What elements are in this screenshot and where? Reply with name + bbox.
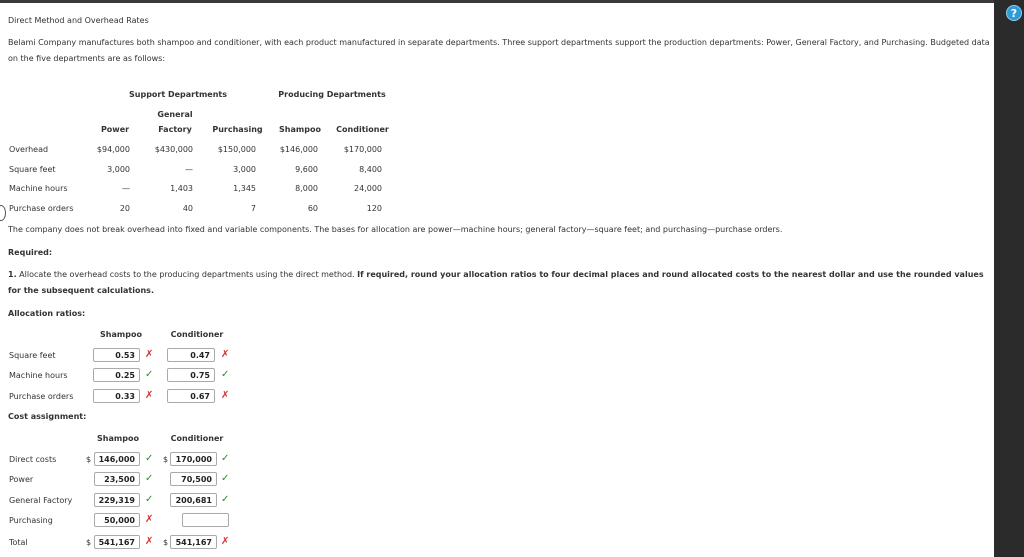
mh-conditioner: 24,000 bbox=[354, 184, 382, 193]
sqft-power: 3,000 bbox=[107, 165, 130, 174]
cost-direct-conditioner-input[interactable]: 170,000 bbox=[170, 452, 217, 466]
overhead-purchasing: $150,000 bbox=[217, 145, 256, 154]
allocation-ratios-heading: Allocation ratios: bbox=[8, 309, 86, 318]
right-toolbar bbox=[994, 0, 1024, 557]
ratio-row-label-purchase-orders: Purchase orders bbox=[9, 392, 74, 401]
checkmark-icon: ✓ bbox=[221, 369, 230, 380]
page-title: Direct Method and Overhead Rates bbox=[8, 16, 149, 25]
col-header-power: Power bbox=[100, 125, 130, 134]
cost-purchasing-shampoo-input[interactable]: 50,000 bbox=[94, 513, 140, 527]
cost-gf-conditioner-input[interactable]: 200,681 bbox=[170, 493, 217, 507]
ratios-col-shampoo: Shampoo bbox=[100, 330, 142, 339]
ratio-row-label-machine-hours: Machine hours bbox=[9, 371, 68, 380]
dollar-sign: $ bbox=[163, 455, 169, 464]
col-header-conditioner: Conditioner bbox=[336, 125, 389, 134]
cost-row-label-general-factory: General Factory bbox=[9, 496, 73, 505]
sqft-conditioner: 8,400 bbox=[359, 165, 382, 174]
x-mark-icon: ✗ bbox=[221, 536, 230, 547]
ratio-mh-shampoo-input[interactable]: 0.25 bbox=[93, 368, 140, 382]
costs-col-shampoo: Shampoo bbox=[97, 434, 139, 443]
cost-assignment-heading: Cost assignment: bbox=[8, 412, 87, 421]
overhead-power: $94,000 bbox=[96, 145, 130, 154]
col-header-shampoo: Shampoo bbox=[279, 125, 321, 134]
po-conditioner: 120 bbox=[366, 204, 382, 213]
general-header-top: General bbox=[157, 110, 193, 119]
cost-purchasing-conditioner-input[interactable] bbox=[182, 513, 229, 527]
po-factory: 40 bbox=[182, 204, 193, 213]
x-mark-icon: ✗ bbox=[145, 390, 154, 401]
dollar-sign: $ bbox=[86, 455, 92, 464]
row-label-machine-hours: Machine hours bbox=[9, 184, 68, 193]
x-mark-icon: ✗ bbox=[145, 349, 154, 360]
support-departments-header: Support Departments bbox=[129, 90, 227, 99]
ratio-row-label-square-feet: Square feet bbox=[9, 351, 56, 360]
costs-col-conditioner: Conditioner bbox=[170, 434, 224, 443]
cost-total-conditioner-input[interactable]: 541,167 bbox=[170, 535, 217, 549]
dollar-sign: $ bbox=[163, 538, 169, 547]
question-number: 1. bbox=[8, 270, 17, 279]
x-mark-icon: ✗ bbox=[145, 514, 154, 525]
dollar-sign: $ bbox=[86, 538, 92, 547]
question-mark-icon[interactable]: ? bbox=[1006, 5, 1022, 21]
po-shampoo: 60 bbox=[307, 204, 318, 213]
cost-total-shampoo-input[interactable]: 541,167 bbox=[94, 535, 140, 549]
col-header-factory: Factory bbox=[158, 125, 192, 134]
row-label-purchase-orders: Purchase orders bbox=[9, 204, 74, 213]
allocation-bases-note: The company does not break overhead into fixed and variable components. The bases for allocation are power—machine hours; general factory—square feet; and purchasing—purchase orders. bbox=[8, 225, 783, 234]
checkmark-icon: ✓ bbox=[221, 453, 230, 464]
question-text bbox=[8, 267, 990, 299]
question-instruction: Allocate the overhead costs to the producing departments using the direct method. bbox=[19, 270, 355, 279]
sqft-factory: — bbox=[185, 165, 193, 174]
scroll-edge-marker bbox=[0, 205, 6, 221]
po-power: 20 bbox=[119, 204, 130, 213]
ratio-sqft-shampoo-input[interactable]: 0.53 bbox=[93, 348, 140, 362]
checkmark-icon: ✓ bbox=[145, 473, 154, 484]
cost-gf-shampoo-input[interactable]: 229,319 bbox=[94, 493, 140, 507]
overhead-conditioner: $170,000 bbox=[343, 145, 382, 154]
cost-row-label-power: Power bbox=[9, 475, 34, 484]
x-mark-icon: ✗ bbox=[145, 536, 154, 547]
checkmark-icon: ✓ bbox=[145, 453, 154, 464]
checkmark-icon: ✓ bbox=[221, 494, 230, 505]
cost-row-label-total: Total bbox=[9, 538, 28, 547]
checkmark-icon: ✓ bbox=[145, 494, 154, 505]
ratio-sqft-conditioner-input[interactable]: 0.47 bbox=[167, 348, 215, 362]
ratio-po-conditioner-input[interactable]: 0.67 bbox=[167, 389, 215, 403]
ratio-mh-conditioner-input[interactable]: 0.75 bbox=[167, 368, 215, 382]
checkmark-icon: ✓ bbox=[221, 473, 230, 484]
ratio-po-shampoo-input[interactable]: 0.33 bbox=[93, 389, 140, 403]
x-mark-icon: ✗ bbox=[221, 349, 230, 360]
row-label-overhead: Overhead bbox=[9, 145, 49, 154]
po-purchasing: 7 bbox=[250, 204, 256, 213]
intro-text: Belami Company manufactures both shampoo and conditioner, with each product manufactured in separate departments. Three support departments support the production departments: Power, General Factory, and Purchasing. Budgeted data on the five departments are as follows: bbox=[8, 38, 990, 63]
cost-power-shampoo-input[interactable]: 23,500 bbox=[94, 472, 140, 486]
cost-direct-shampoo-input[interactable]: 146,000 bbox=[94, 452, 140, 466]
checkmark-icon: ✓ bbox=[145, 369, 154, 380]
cost-row-label-purchasing: Purchasing bbox=[9, 516, 53, 525]
sqft-shampoo: 9,600 bbox=[295, 165, 318, 174]
cost-row-label-direct-costs: Direct costs bbox=[9, 455, 57, 464]
mh-shampoo: 8,000 bbox=[295, 184, 318, 193]
row-label-square-feet: Square feet bbox=[9, 165, 56, 174]
col-header-purchasing: Purchasing bbox=[212, 125, 263, 134]
producing-departments-header: Producing Departments bbox=[278, 90, 386, 99]
overhead-shampoo: $146,000 bbox=[279, 145, 318, 154]
cost-power-conditioner-input[interactable]: 70,500 bbox=[170, 472, 217, 486]
question-rounding-note: If required, round your allocation ratios to four decimal places and round allocated costs to the nearest dollar and use the rounded values for the subsequent calculations. bbox=[8, 270, 984, 295]
overhead-factory: $430,000 bbox=[154, 145, 193, 154]
mh-purchasing: 1,345 bbox=[233, 184, 256, 193]
sqft-purchasing: 3,000 bbox=[233, 165, 256, 174]
ratios-col-conditioner: Conditioner bbox=[170, 330, 224, 339]
mh-power: — bbox=[122, 184, 130, 193]
mh-factory: 1,403 bbox=[170, 184, 193, 193]
required-label: Required: bbox=[8, 248, 53, 257]
x-mark-icon: ✗ bbox=[221, 390, 230, 401]
